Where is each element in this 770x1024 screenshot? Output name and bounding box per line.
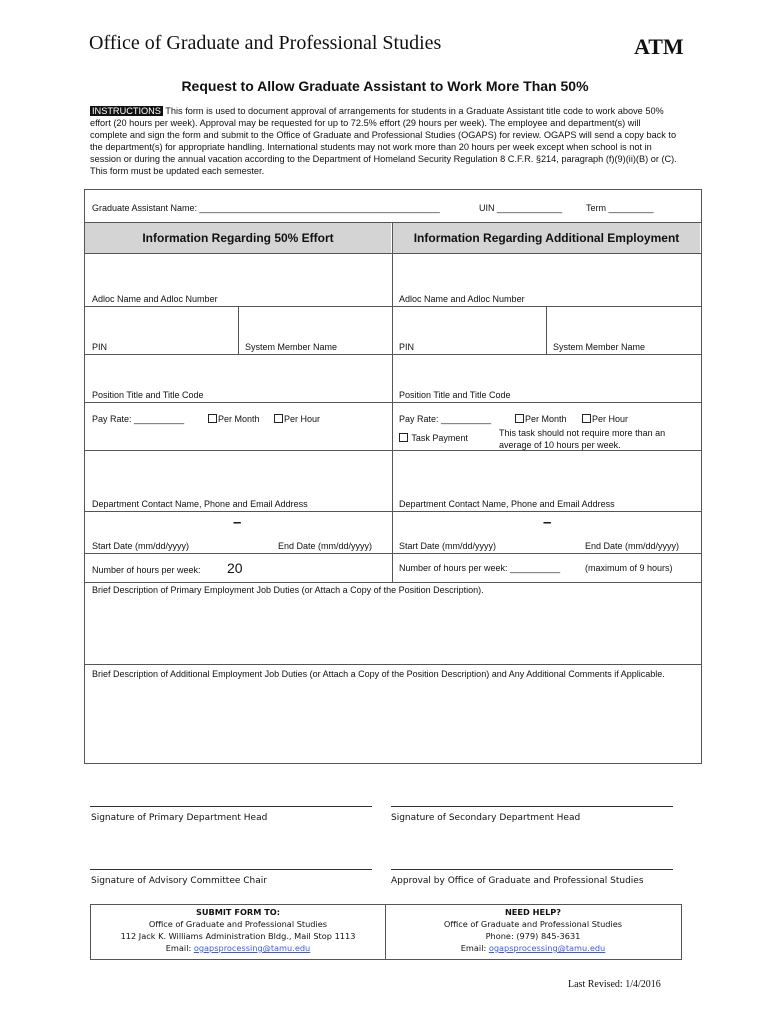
help-heading: NEED HELP?	[504, 907, 562, 917]
checkbox-icon[interactable]	[582, 414, 591, 423]
committee-chair-signature-label: Signature of Advisory Committee Chair	[91, 876, 267, 886]
submit-email-link[interactable]: ogapsprocessing@tamu.edu	[193, 943, 311, 953]
instructions-label: INSTRUCTIONS	[92, 106, 161, 116]
primary-head-signature-label: Signature of Primary Department Head	[91, 813, 268, 823]
right-section-header: Information Regarding Additional Employment	[393, 223, 700, 253]
cell-divider	[238, 306, 239, 354]
tamu-logo	[634, 28, 684, 62]
divider	[84, 354, 701, 355]
task-note: This task should not require more than an average of 10 hours per week.	[499, 428, 666, 450]
date-range-dash-right: –	[543, 514, 552, 531]
signature-line[interactable]	[90, 869, 372, 870]
signature-line[interactable]	[90, 806, 372, 807]
submit-address: 112 Jack K. Williams Administration Bldg., Mail Stop 1113	[120, 931, 356, 941]
divider	[84, 553, 701, 554]
per-month-option-left[interactable]: Per Month	[208, 414, 260, 424]
position-label-right[interactable]: Position Title and Title Code	[399, 390, 511, 400]
uin-field[interactable]: UIN _____________	[479, 203, 563, 213]
logo-text: ATM	[634, 34, 684, 59]
end-date-right[interactable]: End Date (mm/dd/yyyy)	[585, 541, 680, 551]
divider	[84, 450, 701, 451]
secondary-head-signature-label: Signature of Secondary Department Head	[391, 813, 581, 823]
date-range-dash-left: –	[233, 514, 242, 531]
office-title: Office of Graduate and Professional Studies	[89, 32, 442, 54]
hours-value-left[interactable]: 20	[227, 560, 243, 576]
cell-divider	[546, 306, 547, 354]
need-help-block	[386, 906, 680, 954]
submit-email-line: Email: ogapsprocessing@tamu.edu	[165, 943, 311, 953]
checkbox-icon[interactable]	[274, 414, 283, 423]
last-revised: Last Revised: 1/4/2016	[568, 979, 661, 990]
position-label-left[interactable]: Position Title and Title Code	[92, 390, 204, 400]
ogaps-approval-signature-label: Approval by Office of Graduate and Professional Studies	[391, 876, 644, 886]
instructions-paragraph	[90, 105, 678, 177]
submit-form-block	[91, 906, 385, 954]
dept-contact-right[interactable]: Department Contact Name, Phone and Email Address	[399, 499, 615, 509]
hours-field-right[interactable]: Number of hours per week: __________	[399, 563, 561, 573]
pay-rate-left[interactable]: Pay Rate: __________	[92, 414, 185, 424]
task-payment-option[interactable]: Task Payment	[399, 433, 468, 443]
hours-label-left: Number of hours per week:	[92, 565, 201, 575]
term-field[interactable]: Term _________	[586, 203, 654, 213]
submit-heading: SUBMIT FORM TO:	[195, 907, 281, 917]
per-hour-option-right[interactable]: Per Hour	[582, 414, 628, 424]
additional-duties-field[interactable]: Brief Description of Additional Employment Job Duties (or Attach a Copy of the Position Description) and Any Additional Comments if Applicable.	[92, 669, 665, 679]
start-date-left[interactable]: Start Date (mm/dd/yyyy)	[92, 541, 190, 551]
pin-label-left[interactable]: PIN	[92, 342, 108, 352]
instructions-text: This form is used to document approval of arrangements for students in a Graduate Assistant title code to work above 50% effort (20 hours per week). Approval may be requested for up to 72.5% effort (29 hours per week). The employee and department(s) will complete and sign the form and submit to the Office of Graduate and Professional Studies (OGAPS) for review. OGAPS will send a copy back to the department(s) for appropriate handling. International students may not work more than 20 hours per week except when school is not in session or during the annual vacation according to the Department of Homeland Security Regulation 8 C.F.R. §214, paragraph (f)(9)(ii)(B) or (C). This form must be updated each semester.	[90, 106, 677, 176]
help-office: Office of Graduate and Professional Studies	[443, 919, 623, 929]
per-month-option-right[interactable]: Per Month	[515, 414, 567, 424]
dept-contact-left[interactable]: Department Contact Name, Phone and Email Address	[92, 499, 308, 509]
graduate-assistant-name-field[interactable]: Graduate Assistant Name: ________________________________________________	[92, 203, 440, 213]
help-email-link[interactable]: ogapsprocessing@tamu.edu	[488, 943, 606, 953]
pay-rate-right[interactable]: Pay Rate: __________	[399, 414, 492, 424]
signature-line[interactable]	[391, 869, 673, 870]
hours-max-note: (maximum of 9 hours)	[585, 563, 673, 573]
checkbox-icon[interactable]	[208, 414, 217, 423]
divider	[84, 402, 701, 403]
help-email-line: Email: ogapsprocessing@tamu.edu	[460, 943, 606, 953]
start-date-right[interactable]: Start Date (mm/dd/yyyy)	[399, 541, 497, 551]
adloc-label-right[interactable]: Adloc Name and Adloc Number	[399, 294, 525, 304]
signature-line[interactable]	[391, 806, 673, 807]
left-section-header: Information Regarding 50% Effort	[85, 223, 391, 253]
help-phone: Phone: (979) 845-3631	[485, 931, 581, 941]
form-title: Request to Allow Graduate Assistant to Work More Than 50%	[181, 78, 589, 94]
checkbox-icon[interactable]	[515, 414, 524, 423]
per-hour-option-left[interactable]: Per Hour	[274, 414, 320, 424]
adloc-label-left[interactable]: Adloc Name and Adloc Number	[92, 294, 218, 304]
primary-duties-field[interactable]: Brief Description of Primary Employment Job Duties (or Attach a Copy of the Position Description).	[92, 585, 484, 595]
end-date-left[interactable]: End Date (mm/dd/yyyy)	[278, 541, 373, 551]
submit-office: Office of Graduate and Professional Studies	[148, 919, 328, 929]
divider	[84, 306, 701, 307]
system-member-label-left[interactable]: System Member Name	[245, 342, 338, 352]
divider	[84, 511, 701, 512]
divider	[84, 582, 701, 583]
checkbox-icon[interactable]	[399, 433, 408, 442]
divider	[84, 664, 701, 665]
system-member-label-right[interactable]: System Member Name	[553, 342, 646, 352]
pin-label-right[interactable]: PIN	[399, 342, 415, 352]
